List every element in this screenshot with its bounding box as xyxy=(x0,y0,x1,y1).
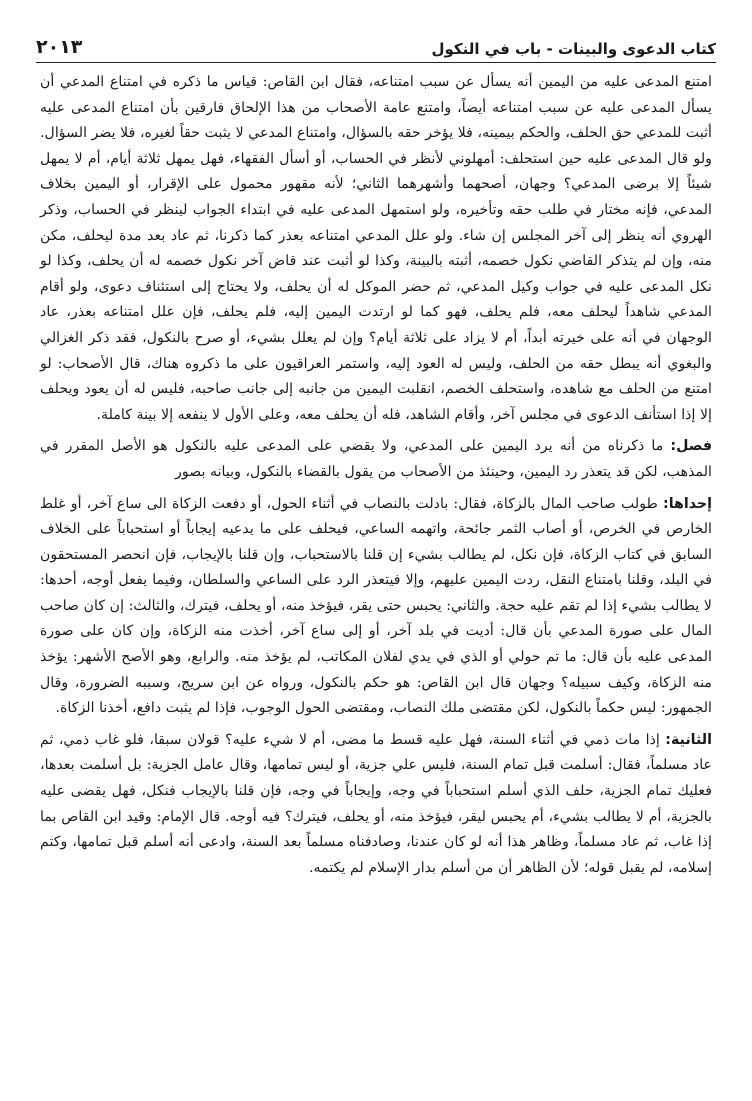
paragraph-second-case-text: إذا مات ذمي في أثناء السنة، فهل عليه قسط ما مضى، أم لا شيء عليه؟ قولان سبقا، فلو غاب ذمي، ثم عاد مسلماً، فقال: أسلمت قبل تمام السنة، فليس علي جزية، أو ليس تمامها، وقال عامل الجزية: بل أسلمت بعدها، فعليك تمام الجزية، حلف الذي أسلم استحباباً في وجه، وإيجاباً في وجه، فإن قلنا بالإيجاب فنكل، فهل يقضى عليه بالجزية، أم لا يطالب بشيء، أم يحبس ليقر، فيؤخذ منه، أو يحلف، فيترك؟ فيه أوجه. قال الإمام: وقيد ابن القاص بما إذا غاب، ثم عاد مسلماً، وظاهر هذا أنه لو كان عندنا، وصادفناه مسلماً بعد السنة، وادعى أنه أسلم قبل تمامها، وكتم إسلامه، لم يقبل قوله؛ لأن الظاهر أن من أسلم بدار الإسلام لم يكتمه. xyxy=(40,731,712,876)
header-rule xyxy=(36,62,716,63)
paragraph-first-case-text: طولب صاحب المال بالزكاة، فقال: بادلت بالنصاب في أثناء الحول، أو دفعت الزكاة الى ساع آخر، أو غلط الخارص في الخرص، أو أصاب الثمر جائحة، واتهمه الساعي، فيحلف على ما يدعيه إيجاباً أو استحباباً على الخلاف السابق في كتاب الزكاة، فإن نكل، لم يطالب بشيء إن قلنا بالاستحباب، وإن قلنا بالإيجاب، فإن انحصر المستحقون في البلد، وقلنا بامتناع النقل، ردت اليمين عليهم، وإلا فيتعذر الرد على الساعي والسلطان، وفيما يفعل أوجه، أحدها: لا يطالب بشيء إذا لم تقم عليه حجة. والثاني: يحبس حتى يقر، فيؤخذ منه، أو يحلف، فيترك، والثالث: إن كان صاحب المال على صورة المدعي بأن قال: أديت في بلد آخر، أو إلى ساع آخر، أخذت منه الزكاة، وإن كان على صورة المدعى عليه بأن قال: ما تم حولي أو الذي في يدي لفلان المكاتب، لم يؤخذ منه. والرابع، وهو الأصح الأشهر: يؤخذ منه الزكاة، وكيف سبيله؟ وجهان قال ابن القاص: هو حكم بالنكول، ورواه عن ابن سريج، وسببه الضرورة، وقال الجمهور: ليس حكماً بالنكول، لكن مقتضى ملك النصاب، ومقتضى الحول الوجوب، فإذا لم يثبت دافع، أخذنا الزكاة. xyxy=(40,495,712,717)
paragraph-first-case xyxy=(40,492,712,722)
section-lead-fasl: فصل: xyxy=(670,438,712,455)
paragraph-second-case xyxy=(40,728,712,882)
section-lead-second: الثانية: xyxy=(665,731,712,748)
page-number: ٢٠١٣ xyxy=(36,36,83,58)
body-text xyxy=(40,70,712,1081)
running-title: كتاب الدعوى والبينات - باب في النكول xyxy=(431,40,716,58)
paragraph-1-text: امتنع المدعى عليه من اليمين أنه يسأل عن سبب امتناعه، فقال ابن القاص: قياس ما ذكره في امتناع المدعي أن يسأل المدعى عليه عن سبب امتناعه أيضاً، وامتنع عامة الأصحاب من هذا الإلحاق فارقين بأن امتناع المدعى عليه أثبت للمدعي حق الحلف، والحكم بيمينه، فلا يؤخر حقه بالسؤال، وامتناع المدعي لا يثبت حقاً لغيره، فلا يضر السؤال. ولو قال المدعى عليه حين استحلف: أمهلوني لأنظر في الحساب، أو أسأل الفقهاء، فهل يمهل ثلاثة أيام، أم لا يمهل شيئاً إلا برضى المدعي؟ وجهان، أصحهما وأشهرهما الثاني؛ لأنه مقهور محمول على الإقرار، أو اليمين بخلاف المدعي، فإنه مختار في طلب حقه وتأخيره، ولو استمهل المدعى عليه في ابتداء الجواب لينظر في الحساب، وذكر الهروي أنه ينظر إلى آخر المجلس إن شاء. ولو علل المدعي امتناعه بعذر كما ذكرنا، ثم عاد بعد مدة ليحلف، مكن منه، وإن لم يتذكر القاضي نكول خصمه، أثبته بالبينة، وكذا لو أثبت عند قاض آخر نكول خصمه له أن يحلف، وكذا لو نكل المدعى عليه في جواب وكيل المدعي، ثم حضر الموكل له أن يحلف، ولا يحتاج إلى استئناف دعوى، ولو أقام المدعي شاهداً ليحلف معه، فلم يحلف، فهو كما لو ارتدت اليمين إليه، فلم يحلف، فإن علل امتناعه بعذر، عاد الوجهان في أنه على خيرته أبداً، أم لا يزاد على ثلاثة أيام؟ وإن لم يعلل بشيء، أو صرح بالنكول، فقد ذكر الغزالي والبغوي أنه يبطل حقه من الحلف، وليس له العود إليه، واستمر العراقيون على ما ذكروه هناك، قال الأصحاب: لو امتنع من الحلف مع شاهده، واستحلف الخصم، انقلبت اليمين من جانبه إلى جانب صاحبه، فليس له أن يعود ويحلف إلا إذا استأنف الدعوى في مجلس آخر، وأقام الشاهد، فله أن يحلف معه، وعلى الأول لا ينفعه إلا بينة كاملة. xyxy=(40,74,712,423)
section-lead-first: إحداها: xyxy=(663,495,712,512)
paragraph-fasl-text: ما ذكرناه من أنه يرد اليمين على المدعي، ولا يقضي على المدعى عليه بالنكول هو الأصل المقرر في المذهب، لكن قد يتعذر رد اليمين، وحينئذ من الأصحاب من يقول بالقضاء بالنكول، وبيانه بصور xyxy=(40,438,712,480)
page-header xyxy=(36,28,716,58)
paragraph-1 xyxy=(40,70,712,428)
paragraph-fasl xyxy=(40,434,712,485)
